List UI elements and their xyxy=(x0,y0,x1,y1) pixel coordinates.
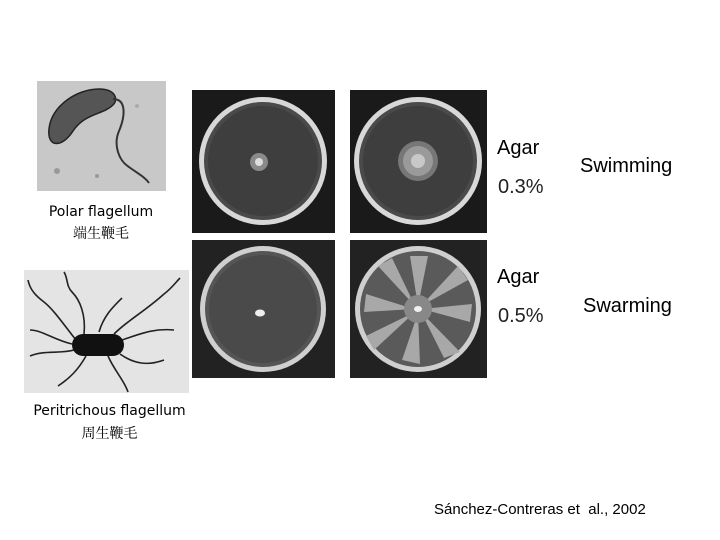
agar-plate-photo-0.5-left xyxy=(192,240,335,378)
agar-percent-row2: 0.5% xyxy=(498,305,544,327)
peritrichous-flagellum-caption-cn: 周生鞭毛 xyxy=(81,426,138,442)
agar-plate-photo-0.3-right xyxy=(350,90,487,233)
citation: Sánchez-Contreras et al., 2002 xyxy=(434,501,646,518)
agar-plate-photo-0.5-right xyxy=(350,240,487,378)
motility-label-swimming: Swimming xyxy=(580,155,673,177)
agar-label-row2: Agar xyxy=(497,266,540,288)
agar-plate-photo-0.3-left xyxy=(192,90,335,233)
motility-label-swarming: Swarming xyxy=(583,295,672,317)
peritrichous-flagellum-caption: Peritrichous flagellum xyxy=(33,403,186,419)
polar-flagellum-caption: Polar flagellum xyxy=(48,204,154,220)
polar-flagellum-micrograph xyxy=(37,81,166,191)
agar-percent-row1: 0.3% xyxy=(498,176,544,198)
polar-flagellum-caption-cn: 端生鞭毛 xyxy=(73,226,129,242)
peritrichous-flagellum-micrograph xyxy=(24,270,189,393)
agar-label-row1: Agar xyxy=(497,137,540,159)
